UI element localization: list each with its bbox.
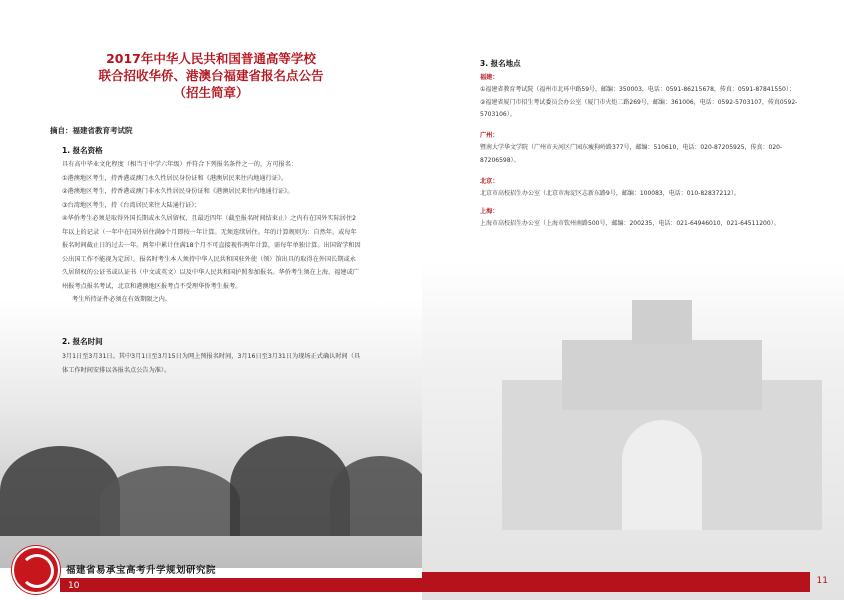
section-heading-eligibility: 1. 报名资格 bbox=[62, 146, 103, 155]
right-page bbox=[422, 0, 844, 600]
graduates-silhouette bbox=[330, 456, 422, 536]
region-guangzhou bbox=[480, 130, 820, 167]
region-name: 广州： bbox=[480, 132, 499, 139]
gate-building-illustration bbox=[502, 300, 822, 530]
announcement-title bbox=[40, 50, 382, 101]
organization-logo-icon bbox=[12, 546, 60, 594]
location-line: ①福建省教育考试院（福州市北环中路59号，邮编：350003，电话：0591-86215678，传真：0591-87841550）； bbox=[480, 86, 795, 93]
paragraph: ④华侨考生必须是取得外国长期或永久居留权，且最近四年（截至报名时间结束止）之内有在国外实际居住2年以上的记录（一年中在国外居住满9个月即按一年计算。无须连续居住。年的计算规则为：自然年，或每年报名时间截止日的过去一年。两年中累计住满18个月不可直接视作两年计算，需每年单独计算。出国留学和因公出国工作不能视为定居）。报名时考生本人须持中华人民共和国驻外使（领）馆出具的取得在外国长期或永久居留权的公证书或认证书（中文或英文）以及中华人民共和国护照参加报名。华侨考生须在上海、福建或广州报考点报名考试，北京和港澳地区报考点不受理华侨考生报考。 bbox=[62, 215, 361, 290]
region-name: 上海： bbox=[480, 208, 499, 215]
region-name: 福建： bbox=[480, 74, 499, 81]
region-beijing bbox=[480, 176, 820, 201]
footer-organization: 福建省易承宝高考升学规划研究院 bbox=[66, 565, 217, 576]
page-number: 10 bbox=[68, 581, 80, 591]
page-number: 11 bbox=[816, 576, 828, 586]
title-line: 2017年中华人民共和国普通高等学校 bbox=[106, 51, 316, 66]
location-line: 暨南大学华文学院（广州市天河区广园东瘦狗岭路377号，邮编：510610，电话：020-87205925，传真：020-87206598）。 bbox=[480, 144, 783, 164]
title-line: （招生简章） bbox=[173, 85, 249, 100]
registration-time-body bbox=[62, 350, 362, 377]
graduates-silhouette bbox=[100, 466, 240, 536]
region-fujian bbox=[480, 72, 820, 122]
section-heading-registration-time: 2. 报名时间 bbox=[62, 337, 103, 346]
paragraph: 考生所持证件必须在有效期限之内。 bbox=[72, 296, 171, 303]
paragraph: ①港澳地区考生，持香港或澳门永久性居民身份证和《港澳居民来往内地通行证》。 bbox=[62, 174, 288, 182]
paragraph: 3月1日至3月31日。其中3月1日至3月15日为网上预报名时间，3月16日至3月31日为现场正式确认时间（具体工作时间安排以各报名点公告为准）。 bbox=[62, 353, 361, 374]
paragraph: ②港澳地区考生，持香港或澳门非永久性居民身份证和《港澳居民来往内地通行证》。 bbox=[62, 188, 294, 195]
eligibility-body bbox=[62, 158, 362, 307]
location-line: 北京市高校招生办公室（北京市海淀区志新东路9号，邮编：100083，电话：010-82837212）。 bbox=[480, 190, 740, 197]
paragraph: 具有高中毕业文化程度（相当于中学六年级）并符合下列报名条件之一的，方可报名： bbox=[62, 161, 298, 168]
location-line: 上海市高校招生办公室（上海市钦州南路500号，邮编：200235，电话：021-64946010，021-64511200）。 bbox=[480, 220, 780, 227]
footer-red-bar bbox=[422, 572, 810, 592]
region-shanghai bbox=[480, 206, 820, 231]
title-line: 联合招收华侨、港澳台福建省报名点公告 bbox=[98, 68, 324, 83]
source-excerpt: 摘自：福建省教育考试院 bbox=[50, 126, 133, 135]
location-line: ②福建省厦门市招生考试委员会办公室（厦门市火炬二路269号，邮编：361006，电话：0592-5703107，传真0592-5703106）。 bbox=[480, 98, 798, 118]
paragraph: ③台湾地区考生，持《台湾居民来往大陆通行证》； bbox=[62, 201, 201, 209]
region-name: 北京： bbox=[480, 178, 499, 185]
section-heading-locations: 3. 报名地点 bbox=[480, 59, 521, 68]
footer-red-bar bbox=[60, 578, 422, 592]
